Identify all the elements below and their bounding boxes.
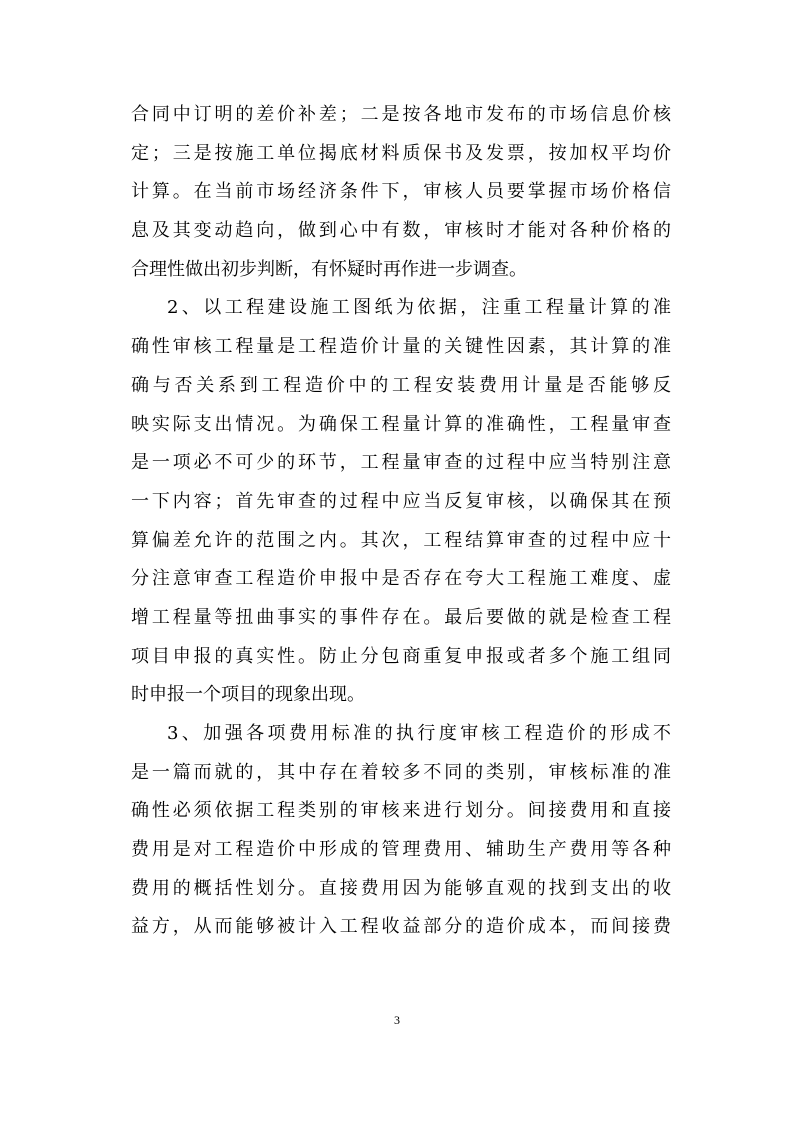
text-line: 合理性做出初步判断，有怀疑时再作进一步调查。 <box>131 258 527 280</box>
text-line: 合同中订明的差价补差；二是按各地市发布的市场信息价核 <box>131 104 671 125</box>
text-line: 项目申报的真实性。防止分包商重复申报或者多个施工组同 <box>131 645 671 667</box>
text-line: 映实际支出情况。为确保工程量计算的准确性，工程量审查 <box>131 413 671 435</box>
text-line: 增工程量等扭曲事实的事件存在。最后要做的就是检查工程 <box>131 606 671 628</box>
text-line: 时申报一个项目的现象出现。 <box>131 684 365 706</box>
paragraph-2 <box>131 289 671 715</box>
text-line: 确性必须依据工程类别的审核来进行划分。间接费用和直接 <box>131 800 671 822</box>
text-line: 息及其变动趋向，做到心中有数，审核时才能对各种价格的 <box>131 220 671 242</box>
text-line: 定；三是按施工单位揭底材料质保书及发票，按加权平均价 <box>131 142 671 164</box>
text-line: 算偏差允许的范围之内。其次，工程结算审查的过程中应十 <box>131 529 671 551</box>
text-line: 益方，从而能够被计入工程收益部分的造价成本，而间接费 <box>131 916 671 938</box>
paragraph-3 <box>131 715 671 947</box>
text-line: 2、以工程建设施工图纸为依据，注重工程量计算的准 <box>167 297 671 319</box>
text-line: 费用的概括性划分。直接费用因为能够直观的找到支出的收 <box>131 877 671 899</box>
text-line: 3、加强各项费用标准的执行度审核工程造价的形成不 <box>167 723 671 744</box>
paragraph-1 <box>131 96 671 289</box>
text-line: 是一项必不可少的环节，工程量审查的过程中应当特别注意 <box>131 452 671 474</box>
text-line: 确性审核工程量是工程造价计量的关键性因素，其计算的准 <box>131 336 671 358</box>
page-number: 3 <box>394 1013 400 1027</box>
text-line: 计算。在当前市场经济条件下，审核人员要掌握市场价格信 <box>131 181 671 203</box>
text-line: 是一篇而就的，其中存在着较多不同的类别，审核标准的准 <box>131 761 671 783</box>
text-line: 确与否关系到工程造价中的工程安装费用计量是否能够反 <box>131 374 671 396</box>
text-line: 费用是对工程造价中形成的管理费用、辅助生产费用等各种 <box>131 839 671 861</box>
text-line: 一下内容；首先审查的过程中应当反复审核，以确保其在预 <box>131 490 671 512</box>
text-line: 分注意审查工程造价申报中是否存在夸大工程施工难度、虚 <box>131 568 671 590</box>
document-body <box>131 96 671 947</box>
